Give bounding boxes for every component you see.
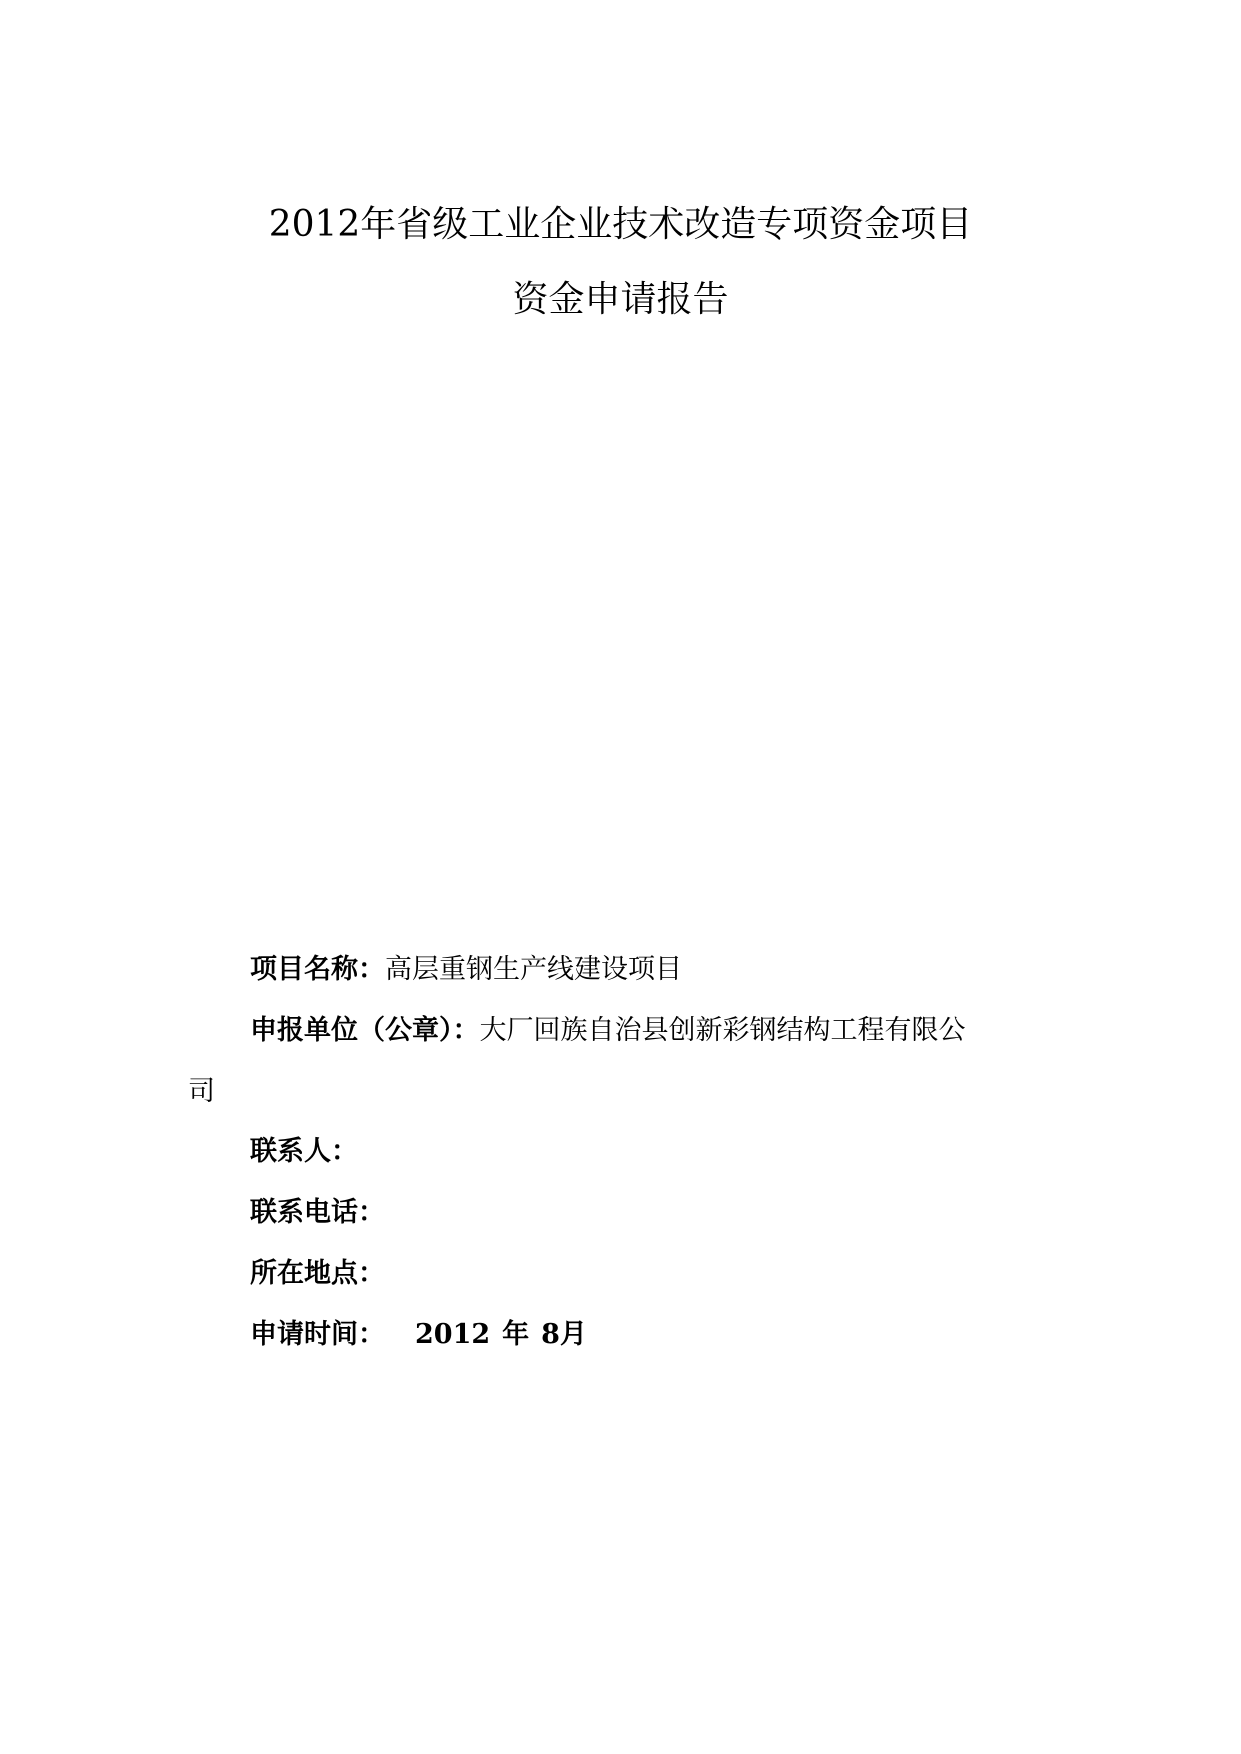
applicant-value: 大厂回族自治县创新彩钢结构工程有限公 — [479, 1015, 966, 1046]
apply-year-unit: 年 — [502, 1319, 530, 1350]
apply-time-label: 申请时间： — [250, 1319, 385, 1350]
apply-month: 8 — [541, 1319, 560, 1350]
location-field — [250, 1256, 385, 1292]
applicant-label: 申报单位（公章）： — [250, 1015, 480, 1046]
document-title-line2: 资金申请报告 — [512, 279, 729, 320]
apply-time-field — [250, 1317, 587, 1353]
apply-year: 2012 — [415, 1319, 491, 1350]
phone-label: 联系电话： — [250, 1197, 385, 1228]
project-name-value: 高层重钢生产线建设项目 — [385, 954, 682, 985]
applicant-field — [250, 1013, 966, 1049]
document-title-line1: 2012年省级工业企业技术改造专项资金项目 — [268, 204, 973, 245]
contact-label: 联系人： — [250, 1136, 358, 1167]
phone-field — [250, 1195, 385, 1231]
applicant-value-continued: 司 — [188, 1076, 215, 1107]
apply-month-unit: 月 — [559, 1319, 587, 1350]
contact-field — [250, 1134, 358, 1170]
project-name-field — [250, 952, 682, 988]
project-name-label: 项目名称： — [250, 954, 385, 985]
location-label: 所在地点： — [250, 1258, 385, 1289]
